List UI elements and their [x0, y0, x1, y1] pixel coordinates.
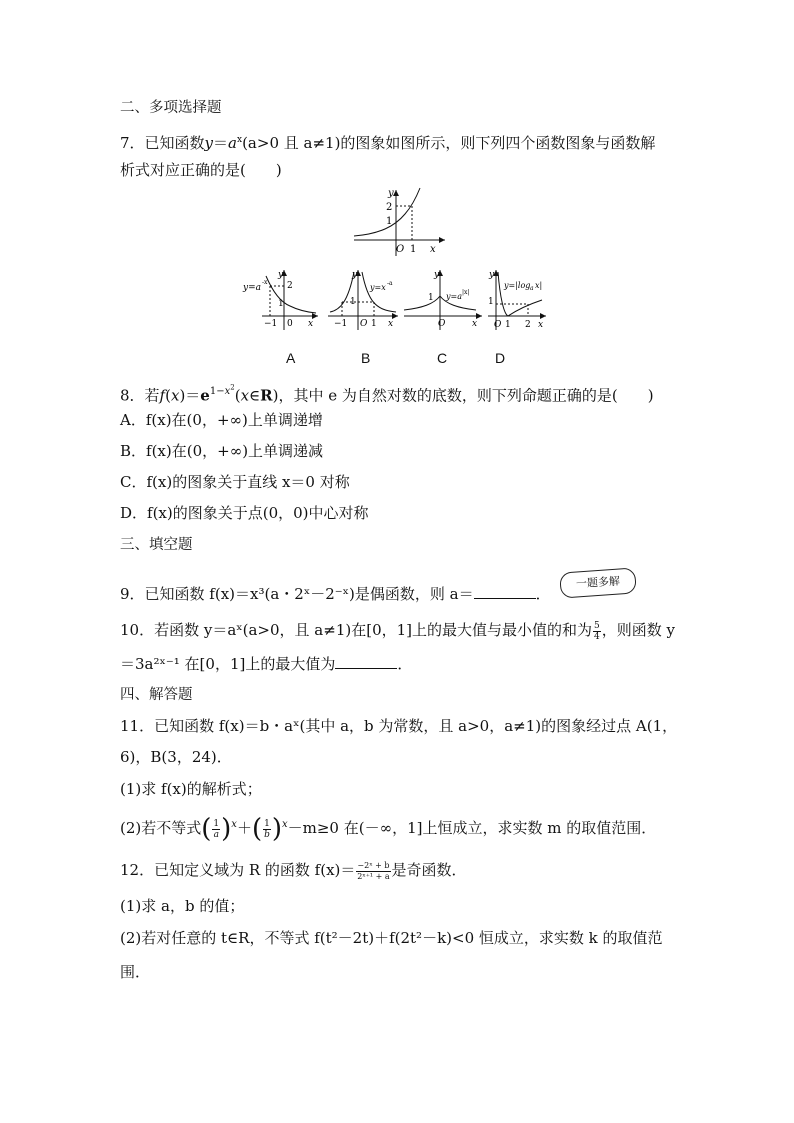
graph-a-y1: 1 [278, 299, 284, 309]
main-graph-y2: 2 [386, 202, 393, 213]
q12-frac-num: −2ˣ + b [357, 860, 390, 870]
graph-c-origin: O [438, 319, 446, 329]
graph-a-exp: -x [262, 279, 268, 286]
choice-label-c: C [437, 350, 448, 366]
q8-stem: 8．若$f(x)=e^{1-x^2}(x\in R)$，其中 e 为自然对数的底数，则下列命题正确的是( ) [120, 384, 654, 405]
graph-b-y1: 1 [350, 297, 356, 307]
graph-d-y1: 1 [488, 297, 494, 307]
graph-a-y2: 2 [287, 281, 293, 291]
q12-fraction [356, 861, 390, 882]
graph-d-xlabel: x [538, 320, 544, 330]
q7-line2: 析式对应正确的是( ) [120, 161, 282, 179]
graph-a-xlabel: x [308, 319, 314, 329]
graph-b-ylabel: y [352, 270, 358, 280]
q11-line2: 6)，B(3，24)． [120, 748, 232, 766]
graph-d-x1: 1 [505, 320, 511, 330]
graph-b-x1: 1 [371, 319, 377, 329]
graph-b-eq: y=x [370, 283, 386, 292]
graph-c-exp: |x| [462, 289, 470, 296]
graph-d-ylabel: y [489, 270, 495, 280]
graph-a-xm1: −1 [264, 319, 278, 329]
main-graph-ylabel: y [388, 188, 394, 199]
graph-c-eq: y=a [446, 292, 462, 301]
q11-part2: (2)若不等式( $\frac{1}{a}$ )$^x$＋( $\frac{1}{b}$ )$^x$－m≥0 在(－∞，1]上恒成立，求实数 m 的取值范围． [120, 814, 657, 844]
q9-stem-text: 9．已知函数 f(x)＝x³(a・2ˣ－2⁻ˣ)是偶函数，则 a＝ [120, 585, 474, 603]
section-title-fill-blank: 三、填空题 [120, 537, 193, 553]
q11-part2-b: －m≥0 在(－∞，1]上恒成立，求实数 m 的取值范围． [287, 819, 657, 837]
q10-line2 [120, 654, 412, 674]
graph-d-eq2: x| [535, 281, 543, 290]
q10-answer-blank[interactable] [335, 654, 397, 669]
graph-c-xlabel: x [472, 319, 478, 329]
q12-part1: (1)求 a，b 的值； [120, 897, 245, 915]
graph-c-ylabel: y [434, 270, 440, 280]
graph-b-xlabel: x [388, 319, 394, 329]
q8-option-c: C．f(x)的图象关于直线 x＝0 对称 [120, 473, 350, 491]
q8-stem-a: 8．若 [120, 386, 160, 405]
graph-b-origin: O [360, 319, 368, 329]
q10-line2-end: ． [397, 655, 413, 673]
q10-frac-den: 4 [594, 631, 600, 642]
q7-text-a: 7．已知函数 [120, 134, 205, 152]
q12-line1 [120, 860, 467, 882]
q11-part2-a: (2)若不等式 [120, 819, 202, 837]
graph-b-xm1: −1 [334, 319, 348, 329]
main-graph-xlabel: x [430, 244, 436, 255]
section-title-solutions: 四、解答题 [120, 687, 193, 703]
q9-answer-blank[interactable] [474, 584, 536, 599]
q8-option-a: A．f(x)在(0，+∞)上单调递增 [120, 411, 323, 429]
q7-graph-d [484, 268, 548, 332]
q7-main-graph [350, 186, 450, 258]
q10-line1 [120, 620, 675, 642]
main-graph-y1: 1 [386, 216, 393, 227]
graph-d-sub: a [530, 285, 534, 292]
q12-part2-line2: 围． [120, 963, 151, 981]
q7-text-b: (a>0 且 a≠1)的图象如图所示，则下列四个函数图象与函数解 [242, 134, 656, 152]
choice-label-a: A [286, 350, 296, 366]
choice-label-d: D [495, 350, 506, 366]
main-graph-x1: 1 [410, 244, 417, 255]
choice-label-b: B [361, 350, 371, 366]
graph-c-y1: 1 [428, 293, 434, 303]
graph-d-x2: 2 [525, 320, 531, 330]
section-title-multiple-choice: 二、多项选择题 [120, 100, 222, 116]
q12-frac-den: 2ˣ⁺¹ + a [357, 871, 390, 881]
multi-solution-tag: 一题多解 [559, 567, 637, 598]
q8-option-d: D．f(x)的图象关于点(0，0)中心对称 [120, 504, 369, 522]
q10-frac-num: 5 [594, 620, 600, 631]
q7-graph-a [240, 268, 320, 332]
q7-line1: 7．已知函数$y=a^x(a>0$ 且 a≠1)的图象如图所示，则下列四个函数图象与函数解 [120, 134, 656, 152]
graph-d-eq: y=|log [504, 281, 531, 290]
q11-part1: (1)求 f(x)的解析式； [120, 780, 262, 798]
q11-line1: 11．已知函数 f(x)＝b・aˣ(其中 a，b 为常数，且 a>0，a≠1)的图象经过点 A(1， [120, 717, 678, 735]
q10-fraction [593, 621, 601, 642]
q7-graph-c [402, 268, 484, 332]
graph-a-ylabel: y [278, 270, 284, 280]
q10-line2-text: ＝3a²ˣ⁻¹ 在[0，1]上的最大值为 [120, 655, 336, 673]
q12-line1-b: 是奇函数． [391, 861, 467, 879]
q12-line1-a: 12．已知定义域为 R 的函数 f(x)＝ [120, 861, 356, 879]
q10-line1-text: 10．若函数 y＝aˣ(a>0，且 a≠1)在[0，1]上的最大值与最小值的和为 [120, 621, 593, 639]
graph-a-origin: 0 [287, 319, 293, 329]
graph-a-eq: y=a [243, 283, 261, 293]
q8-stem-b: ，其中 e 为自然对数的底数，则下列命题正确的是( ) [278, 386, 654, 405]
q9-stem [120, 584, 551, 604]
graph-d-origin: O [494, 320, 502, 330]
q8-option-b: B．f(x)在(0，+∞)上单调递减 [120, 442, 324, 460]
q10-line1-end: ，则函数 y [601, 621, 675, 639]
graph-b-exp: -a [387, 280, 393, 287]
q12-part2-line1: (2)若对任意的 t∈R，不等式 f(t²－2t)＋f(2t²－k)<0 恒成立，求实数 k 的取值范 [120, 929, 663, 947]
q7-graph-b [326, 268, 402, 332]
main-graph-origin: O [396, 244, 405, 255]
q9-end: ． [535, 585, 551, 603]
